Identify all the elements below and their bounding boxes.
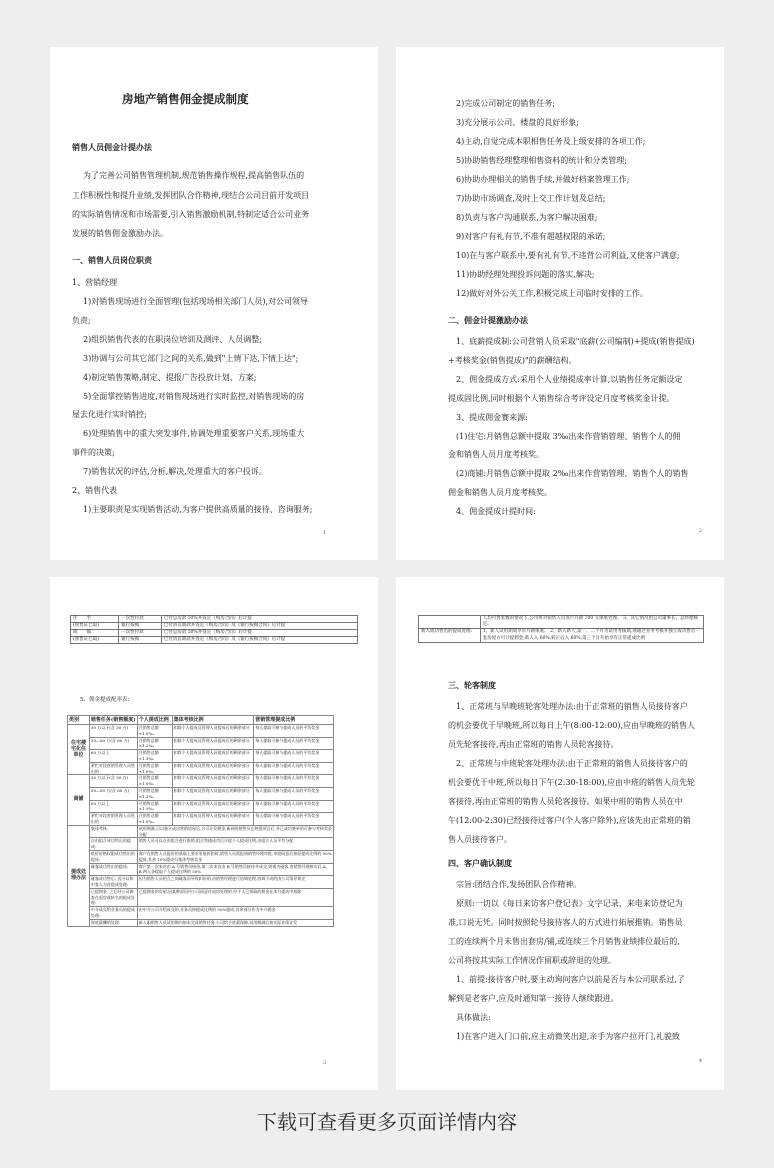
base-salary-table — [418, 615, 704, 643]
paragraph-line: 1)对销售现场进行全面管理(包括现场相关部门人员),对公司领导 — [83, 297, 308, 306]
table-cell: 月销售总额 ×1.2‰ — [137, 787, 172, 800]
category-cell: 提成处理办法 — [68, 825, 90, 926]
paragraph-line: 佣金和销售人员月度考核奖。 — [448, 488, 552, 497]
paragraph-line: 员先轮客接待,再由正常班的销售人员轮客接待。 — [448, 740, 619, 749]
table-row — [68, 825, 334, 838]
table-cell: 新入成功售出的提成处理: — [419, 629, 481, 642]
paragraph-line: 发展的销售佣金激励办法。 — [72, 229, 168, 238]
table-cell: 扣除个人提成及管理人员提成后的剩余部分 — [172, 750, 254, 763]
paragraph-line: 为了完善公司销售管理机制,规范销售操作规程,提高销售队伍的 — [83, 171, 305, 180]
paragraph-line: 7)协助市场调查,及时上交工作计划及总结; — [456, 194, 606, 203]
table-cell: 30 万以下(含 30 万) — [89, 725, 137, 738]
table-row — [68, 800, 334, 813]
table-cell: 30—60 万(含 60 万) — [89, 737, 137, 750]
table-cell: 每人提取可参与提成人员的平均奖金 — [254, 762, 334, 775]
table-cell: 扣除个人提成及管理人员提成后的剩余部分 — [172, 787, 254, 800]
table-cell: 扣除个人提成及管理人员提成后的剩余部分 — [172, 800, 254, 813]
table-cell: 月销售总额 ×1.0‰ — [137, 762, 172, 775]
paragraph-line: 2)组织销售代表的在职岗位培训及测评、人员调整; — [83, 335, 262, 344]
page-number: 2 — [698, 528, 702, 534]
table-row — [68, 838, 334, 851]
table-row — [68, 813, 334, 826]
table-cell: 因为销售人员相互之间碰客而导致纠纷的,由销售经理进行协调处理,协调不成的由公司领导裁定 — [137, 876, 333, 889]
table-cell: 碰客成功售出的提成: — [89, 863, 137, 876]
paragraph-line: 1、前提:接待客户时,要主动询问客户以前是否与本公司联系过,了 — [456, 975, 685, 984]
table-cell: 银行按揭 — [119, 623, 162, 630]
paragraph-line: 售人员接待客户。 — [448, 835, 512, 844]
paragraph-line: 3、提成佣金赛来源: — [456, 413, 528, 422]
table-cell: 60 万以上 — [89, 750, 137, 763]
table-cell: 扣除个人提成及管理人员提成后的剩余部分 — [172, 813, 254, 826]
table-row — [71, 623, 358, 630]
section-heading: 一、销售人员岗位职责 — [72, 255, 152, 265]
table-cell: 每人提取可参与提成人员的平均奖金 — [254, 775, 334, 788]
paragraph-line: 8)负责与客户沟通联系,为客户解决困难; — [456, 213, 598, 222]
table-row — [71, 630, 358, 637]
table-cell: 已付清首期款并签定《购房合同》及《银行按揭合同》后计提 — [161, 637, 357, 644]
table-cell: 月销售总额 ×1.5‰ — [137, 750, 172, 763]
table-cell: 碰客成功售后, 因分以和中客人为首提成处理: — [89, 876, 137, 889]
paragraph-line: 4、佣金提成计提时间: — [456, 507, 536, 516]
download-more-banner[interactable]: 下载可查看更多页面详情内容 — [257, 1110, 517, 1134]
paragraph-line: 3)协调与公司其它部门之间的关系,做到"上情下达,下情上达"; — [83, 354, 299, 363]
table-cell: 由中介公司介绍成交的,业务员按提成比例的 50%提成,其余部分作为中介佣金 — [137, 907, 333, 920]
table-cell: 30—60 万(含 60 万) — [89, 787, 137, 800]
paragraph-line: 10)在与客户联系中,要有礼有节,不违背公司利益,又使客户满意; — [456, 251, 680, 260]
commission-rate-table — [67, 715, 334, 927]
table-row — [68, 850, 334, 863]
subheading: 1、营销经理 — [72, 278, 118, 287]
table-row — [419, 616, 704, 629]
table-cell: 已提佣金的房屋,因某种原因经公司同意作退房处理的,经手人已领取的佣金在本月提成中扣除 — [137, 888, 333, 906]
subheading: 2、销售代表 — [72, 486, 118, 495]
paragraph-line: 客接待,再由正常班的销售人员轮客接待。如果中班的销售人员在中 — [448, 797, 683, 806]
table-cell: 一次性付款 — [119, 616, 162, 623]
paragraph-line: 原则:一切以《每日来访客户登记表》文字记录、来电来访登记为 — [456, 899, 683, 908]
paragraph-line: 宗旨:团结合作,发扬团队合作精神。 — [456, 880, 582, 889]
section-heading: 二、佣金计提激励办法 — [448, 315, 528, 325]
table-cell: 60 万以上 — [89, 800, 137, 813]
table-cell: 月销售总额 ×1.0‰ — [137, 813, 172, 826]
paragraph-line: 3)充分展示公司、楼盘的良好形象; — [456, 118, 579, 127]
paragraph-line: 解到是老客户,应及时通知第一接待人继续跟进。 — [448, 994, 619, 1003]
category-cell: 商铺 — [68, 775, 90, 825]
table-cell: 紧贮对段营销管理人员售出的 — [89, 762, 137, 775]
paragraph-line: 金和销售人员月度考核奖。 — [448, 450, 544, 459]
table-cell: 中介成交给业务员的提成处理: — [89, 907, 137, 920]
page-number: 4 — [698, 1058, 702, 1064]
paragraph-line: (2)商铺:月销售总额中提取 2‰出来作营销管理、销售个人的销售 — [456, 469, 689, 478]
category-cell: 住宅楼宅化住单位 — [68, 725, 90, 775]
paragraph-line: 2、佣金提成方式:采用个人业绩提成率计算,以销售任务定额设定 — [456, 375, 683, 384]
table-cell: 新入职销售人员试用期内如未完成销售任务,公司给予底薪保障,试用期满后按实际业绩计发 — [137, 919, 333, 926]
table-header-row — [68, 716, 334, 725]
column-header: 个人提成比例 — [137, 716, 172, 725]
table-cell: 一次性付款 — [119, 630, 162, 637]
table-cell: 30 万以下(含 30 万) — [89, 775, 137, 788]
paragraph-line: 提成固比例,同时根据个人销售综合考评设定月度考核奖金计提。 — [448, 394, 675, 403]
paragraph-line: 6)处理销售中的重大突发事件,协调处理重要客户关系,现场重大 — [83, 429, 305, 438]
section-subtitle: 销售人员佣金计提办法 — [72, 142, 152, 152]
paragraph-line: 具体做法: — [456, 1013, 491, 1022]
table-cell: 试用期满,可以独立成功营销房屋后,方可计发佣金,新到的销售员在熟悉项目后,并已成功签单的可参与考核奖金分配 — [138, 825, 332, 837]
table-row — [68, 919, 334, 926]
paragraph-line: 负责; — [72, 316, 91, 325]
table-cell: 扣除个人提成及管理人员提成后的剩余部分 — [172, 762, 254, 775]
table-row — [68, 907, 334, 920]
table-row — [71, 637, 358, 644]
table-cell: 已付清首期款并签定《购房合同》及《银行按揭合同》后计提 — [161, 623, 357, 630]
column-header: 类别 — [68, 716, 90, 725]
paragraph-line: 6)协助办理相关的销售手续,并做好档案管理工作; — [456, 175, 630, 184]
table-row — [419, 629, 704, 642]
paragraph-line: 工的连续两个月未售出套房/铺,或连续三个月销售业绩排位最后的, — [448, 937, 680, 946]
paragraph-line: (1)住宅:月销售总额中提取 3‰出来作营销管理、销售个人的佣 — [456, 432, 681, 441]
table-cell: 已提佣金, 之后经公司调查在退房或转名的提成处理: — [89, 888, 137, 906]
paragraph-line: 1、底薪提成制:公司营销人员采取"底薪(公司编制)+提成(销售提成) — [456, 337, 695, 346]
table-cell: 住 宅 — [71, 616, 119, 623]
table-cell: 每人提取可参与提成人员的平均奖金 — [254, 737, 334, 750]
paragraph-line: 4)主动,自觉完成本职相售任务及上级安排的各项工作; — [456, 137, 646, 146]
table-cell: 月销售总额 ×1.2‰ — [137, 737, 172, 750]
table-cell: 每人提取可参与提成人员的平均奖金 — [254, 725, 334, 738]
column-header: 集体考核比例 — [172, 716, 254, 725]
table-cell: (预售证已取) — [71, 637, 119, 644]
table-cell: 客户第一次来访由 A 号销售员接待,第二次来访由 B 号销售员接待并成交,则视为碰客,由销售经理核实后,A、B 两人各提取个人提成比例的 50% — [137, 863, 333, 876]
table-cell: 已付总房款 50%并签定《购房合同》后计提 — [161, 630, 357, 637]
paragraph-line: 5)全面掌控销售进度,对销售现场进行实时监控,对销售现场的房 — [83, 392, 305, 401]
paragraph-line: 4)制定销售策略,制定、提报广告投放计划、方案; — [83, 373, 257, 382]
table-cell: 扣除个人提成及管理人员提成后的剩余部分 — [172, 737, 254, 750]
paragraph-line: 准,口说无凭。同时按照轮号接待客人的方式进行拓展推销。销售员 — [448, 918, 683, 927]
table-cell: 集体考核: — [89, 825, 137, 838]
table-cell: 自由组合成功售出的提成: — [89, 838, 137, 851]
table-cell: 每人提取可参与提成人员的平均奖金 — [254, 813, 334, 826]
table-cell: 1、新人试用期间享有月薪保底。 2、新人新人,第一、二个月为试用考核期,须通过业务考核并独立成功售出一套房屋方可计提佣金;新人入 60%,转正后入 60%,第三个月开始享有正常提成比例 — [480, 629, 703, 642]
table-cell: 低价价格权限成功售出的提成: — [89, 850, 137, 863]
table-row — [68, 888, 334, 906]
table-row — [68, 737, 334, 750]
document-title: 房地产销售佣金提成制度 — [122, 92, 249, 106]
table-cell: 已付总房款 50%并签定《购房合同》后计提 — [161, 616, 357, 623]
paragraph-line: 的机会要优于早晚班,所以每日上午(8:00-12:00),应由早晚班的销售人 — [448, 721, 696, 730]
paragraph-line: 12)做好对外公关工作,积极完成上司临时安排的工作。 — [456, 289, 648, 298]
paragraph-line: +考核奖金(销售提成)"的薪酬结构。 — [448, 356, 577, 365]
document-page-2 — [396, 47, 724, 560]
table-row — [68, 750, 334, 763]
table-cell: 保底薪酬的处理: — [89, 919, 137, 926]
table-cell: 商 铺 — [71, 630, 119, 637]
table-cell — [419, 616, 481, 629]
commission-timing-table — [70, 615, 358, 644]
paragraph-line: 工作积极性和提升业绩,发挥团队合作精神,现结合公司目前开发项目 — [72, 191, 310, 200]
section-heading: 四、客户确认制度 — [448, 858, 512, 868]
table-cell: 销售人员可以自由组合进行推销,组合售楼成功后计提个人提成比例,由组合人员平均分配 — [137, 838, 333, 851]
document-page-3 — [50, 577, 378, 1090]
table-cell: 月销售总额 ×1.5‰ — [137, 800, 172, 813]
paragraph-line: 1、正常班与早晚班轮客处理办法:由于正常班的销售人员接待客户 — [456, 702, 688, 711]
paragraph-line: 11)协助经理处理投诉问题的落实,解决; — [456, 270, 595, 279]
paragraph-line: 2、正常班与中班轮客处理办法:由于正常班的销售人员接待客户的 — [456, 759, 688, 768]
table-row — [68, 762, 334, 775]
paragraph-line: 午(12:00-2:30)已经接待过客户(个人客户除外),应该先由正常班的销 — [448, 816, 691, 825]
paragraph-line: 9)对客户有礼有节,不准有超越权限的承诺; — [456, 232, 606, 241]
table-row — [68, 876, 334, 889]
paragraph-line: 1)在客户进入门口前,应主动微笑出迎,亲手为客户拉开门,礼貌致 — [456, 1032, 680, 1041]
paragraph-line: 2)完成公司制定的销售任务; — [456, 99, 555, 108]
table-cell: 紧贮对段营销管理人员售出的 — [89, 813, 137, 826]
column-header: 销售任务(销售额度) — [90, 717, 136, 723]
table-row — [68, 787, 334, 800]
table-row — [68, 775, 334, 788]
paragraph-line: 机会要优于中班,所以每日下午(2:30-18:00),应由中班的销售人员先轮 — [448, 778, 696, 787]
document-page-4 — [396, 577, 724, 1090]
paragraph-line: 5)协助销售经理整理相售资料的统计和分类管理; — [456, 156, 627, 165]
paragraph-line: 屋去化进行实时销控; — [72, 410, 147, 419]
column-header: 营销管理提成比例 — [254, 716, 334, 725]
paragraph-line: 的实际销售情况和市场需要,引入销售激励机制,特制定适合公司业务 — [72, 210, 310, 219]
page-number: 1 — [322, 530, 326, 536]
section-heading: 三、轮客制度 — [448, 680, 496, 690]
paragraph-line: 7)销售状况的评估,分析,解决,处理重大的客户投诉。 — [83, 467, 267, 476]
document-page-1 — [50, 47, 378, 560]
table-cell: 人均可售套数的情况下,公司将对销售人员进行月薪 700 元保底处理。 3、其它情况由公司董事长、总经理核定。 — [480, 616, 703, 629]
paragraph-line: 1)主要职责是实现销售活动,为客户提供高质量的接待、咨询服务; — [83, 505, 313, 514]
page-number: 3 — [322, 1060, 326, 1066]
table-row — [68, 725, 334, 738]
table-cell: (预售证已取) — [71, 623, 119, 630]
paragraph-line: 公司将按其实际工作情况作留职或辞退的处理。 — [448, 956, 616, 965]
table-cell: 月销售总额 ×1.0‰ — [137, 775, 172, 788]
table-cell: 每人提取可参与提成人员的平均奖金 — [254, 750, 334, 763]
table-cell: 月销售总额 ×1.0‰ — [137, 725, 172, 738]
table-cell: 每人提取可参与提成人员的平均奖金 — [254, 800, 334, 813]
table-cell: 每人提取可参与提成人员的平均奖金 — [254, 787, 334, 800]
paragraph-line: 事件的决策; — [72, 448, 115, 457]
table-cell: 客户在销售人员报价的基础上要求更低折扣时,销售人员需报请销售经理审批,审批同意后按原提成比例的 90%提成,其余 10%提成归集体考核奖金 — [137, 850, 333, 863]
table-cell: 银行按揭 — [119, 637, 162, 644]
table-row — [71, 616, 358, 623]
table-cell: 扣除个人提成及管理人员提成后的剩余部分 — [172, 725, 254, 738]
table-caption: 5、佣金提成配率表: — [80, 697, 130, 703]
table-cell: 扣除个人提成及管理人员提成后的剩余部分 — [172, 775, 254, 788]
table-row — [68, 863, 334, 876]
